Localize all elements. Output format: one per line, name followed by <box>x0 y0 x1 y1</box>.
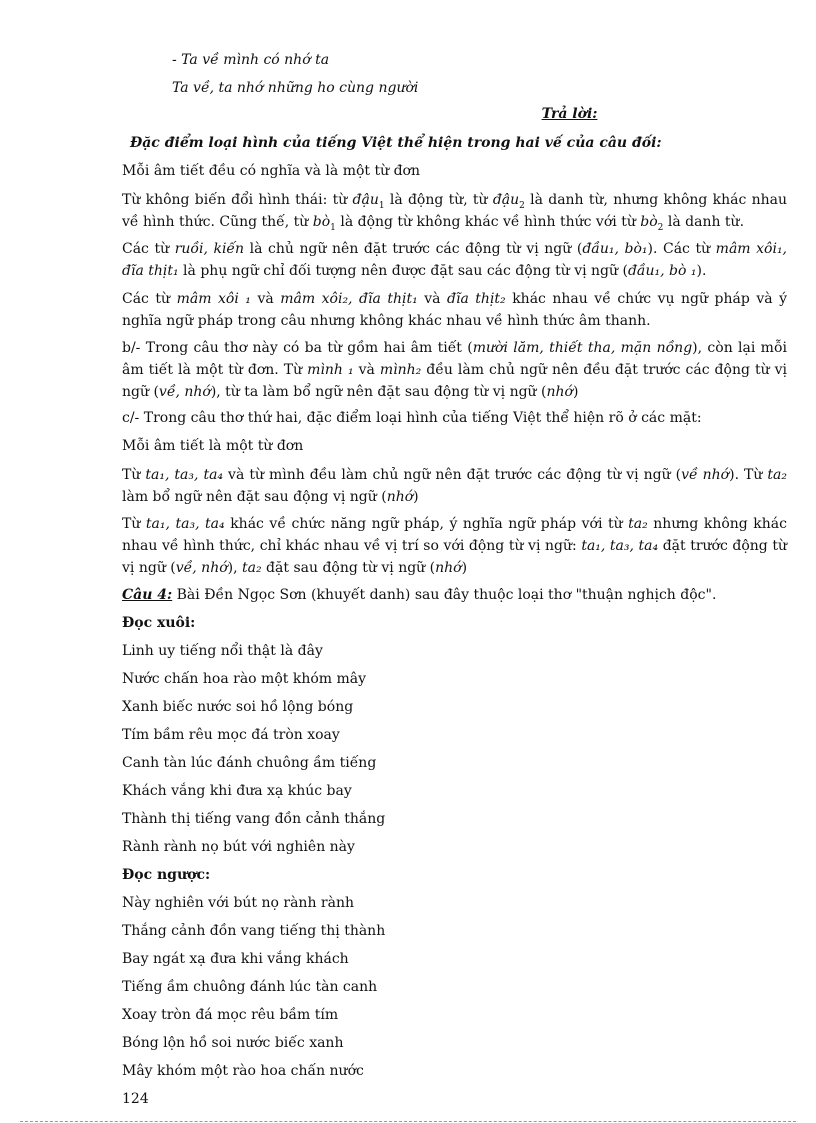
paragraph: Mỗi âm tiết là một từ đơn <box>122 438 304 454</box>
poem-line: Này nghiên với bút nọ rành rành <box>122 895 354 911</box>
poem-line: Ta về, ta nhớ những ho cùng người <box>172 80 419 96</box>
doc-xuoi-heading: Đọc xuôi: <box>122 615 196 631</box>
paragraph: Từ ta₁, ta₃, ta₄ và từ mình đều làm chủ ngữ nên đặt trước các động từ vị ngữ (về nhớ). Từ ta₂ làm bổ ngữ nên đặt sau động vị ngữ (nhớ) <box>122 467 787 505</box>
question-4: Câu 4: Bài Đền Ngọc Sơn (khuyết danh) sau đây thuộc loại thơ "thuận nghịch độc". <box>122 587 717 603</box>
question-label: Câu 4: <box>122 587 173 603</box>
poem-line: Rành rành nọ bút với nghiên này <box>122 839 355 855</box>
poem-line: Tiếng ầm chuông đánh lúc tàn canh <box>122 979 378 995</box>
page-number: 124 <box>122 1091 149 1107</box>
poem-line: Thành thị tiếng vang đồn cảnh thắng <box>122 811 386 827</box>
doc-nguoc-heading: Đọc ngược: <box>122 867 211 883</box>
poem-line: Linh uy tiếng nổi thật là đây <box>122 643 323 659</box>
poem-line: Bóng lộn hồ soi nước biếc xanh <box>122 1035 344 1051</box>
paragraph: b/- Trong câu thơ này có ba từ gồm hai âm tiết (mười lăm, thiết tha, mặn nồng), còn lại mỗi âm tiết là một từ đơn. Từ mình ₁ và mình₂ đều làm chủ ngữ nên đều đặt trước các động từ vị ngữ (về, nhớ), từ ta làm bổ ngữ nên đặt sau động từ vị ngữ (nhớ) <box>122 340 788 400</box>
paragraph: c/- Trong câu thơ thứ hai, đặc điểm loại hình của tiếng Việt thể hiện rõ ở các mặt: <box>122 410 702 426</box>
poem-line: Bay ngát xạ đưa khi vắng khách <box>122 951 349 967</box>
paragraph: Từ ta₁, ta₃, ta₄ khác về chức năng ngữ pháp, ý nghĩa ngữ pháp với từ ta₂ nhưng không khác nhau về hình thức, chỉ khác nhau về vị trí so với động từ vị ngữ: ta₁, ta₃, ta₄ đặt trước động từ vị ngữ (về, nhớ), ta₂ đặt sau động từ vị ngữ (nhớ) <box>122 516 787 576</box>
poem-line: Xoay tròn đá mọc rêu bầm tím <box>122 1007 339 1023</box>
page-bottom-divider <box>20 1121 796 1122</box>
answer-heading: Trả lời: <box>541 106 598 122</box>
paragraph: Mỗi âm tiết đều có nghĩa và là một từ đơn <box>122 163 420 179</box>
poem-line: Nước chấn hoa rào một khóm mây <box>122 671 367 687</box>
section-title: Đặc điểm loại hình của tiếng Việt thể hiện trong hai vế của câu đối: <box>130 135 662 151</box>
poem-line: Tím bầm rêu mọc đá tròn xoay <box>122 727 340 743</box>
poem-line: Khách vắng khi đưa xạ khúc bay <box>122 783 352 799</box>
paragraph: Các từ mâm xôi ₁ và mâm xôi₂, đĩa thịt₁ và đĩa thịt₂ khác nhau về chức vụ ngữ pháp và ý nghĩa ngữ pháp trong câu nhưng không khác nhau về hình thức âm thanh. <box>122 291 788 329</box>
paragraph: Các từ ruồi, kiến là chủ ngữ nên đặt trước các động từ vị ngữ (đầu₁, bò₁). Các từ mâm xôi₁, đĩa thịt₁ là phụ ngữ chỉ đối tượng nên được đặt sau các động từ vị ngữ (đầu₁, bò ₁). <box>122 241 788 279</box>
poem-line: Mây khóm một rào hoa chấn nước <box>122 1063 364 1079</box>
poem-line: Xanh biếc nước soi hồ lộng bóng <box>122 699 354 715</box>
poem-line: - Ta về mình có nhớ ta <box>172 52 330 68</box>
poem-line: Thắng cảnh đồn vang tiếng thị thành <box>122 923 386 939</box>
paragraph: Từ không biến đổi hình thái: từ đậu$_1$ là động từ, từ đậu$_2$ là danh từ, nhưng không khác nhau về hình thức. Cũng thế, từ $bò_1$ là động từ không khác về hình thức với từ $bò_2$ là danh từ. <box>122 192 787 233</box>
poem-line: Canh tàn lúc đánh chuông ầm tiếng <box>122 755 377 771</box>
